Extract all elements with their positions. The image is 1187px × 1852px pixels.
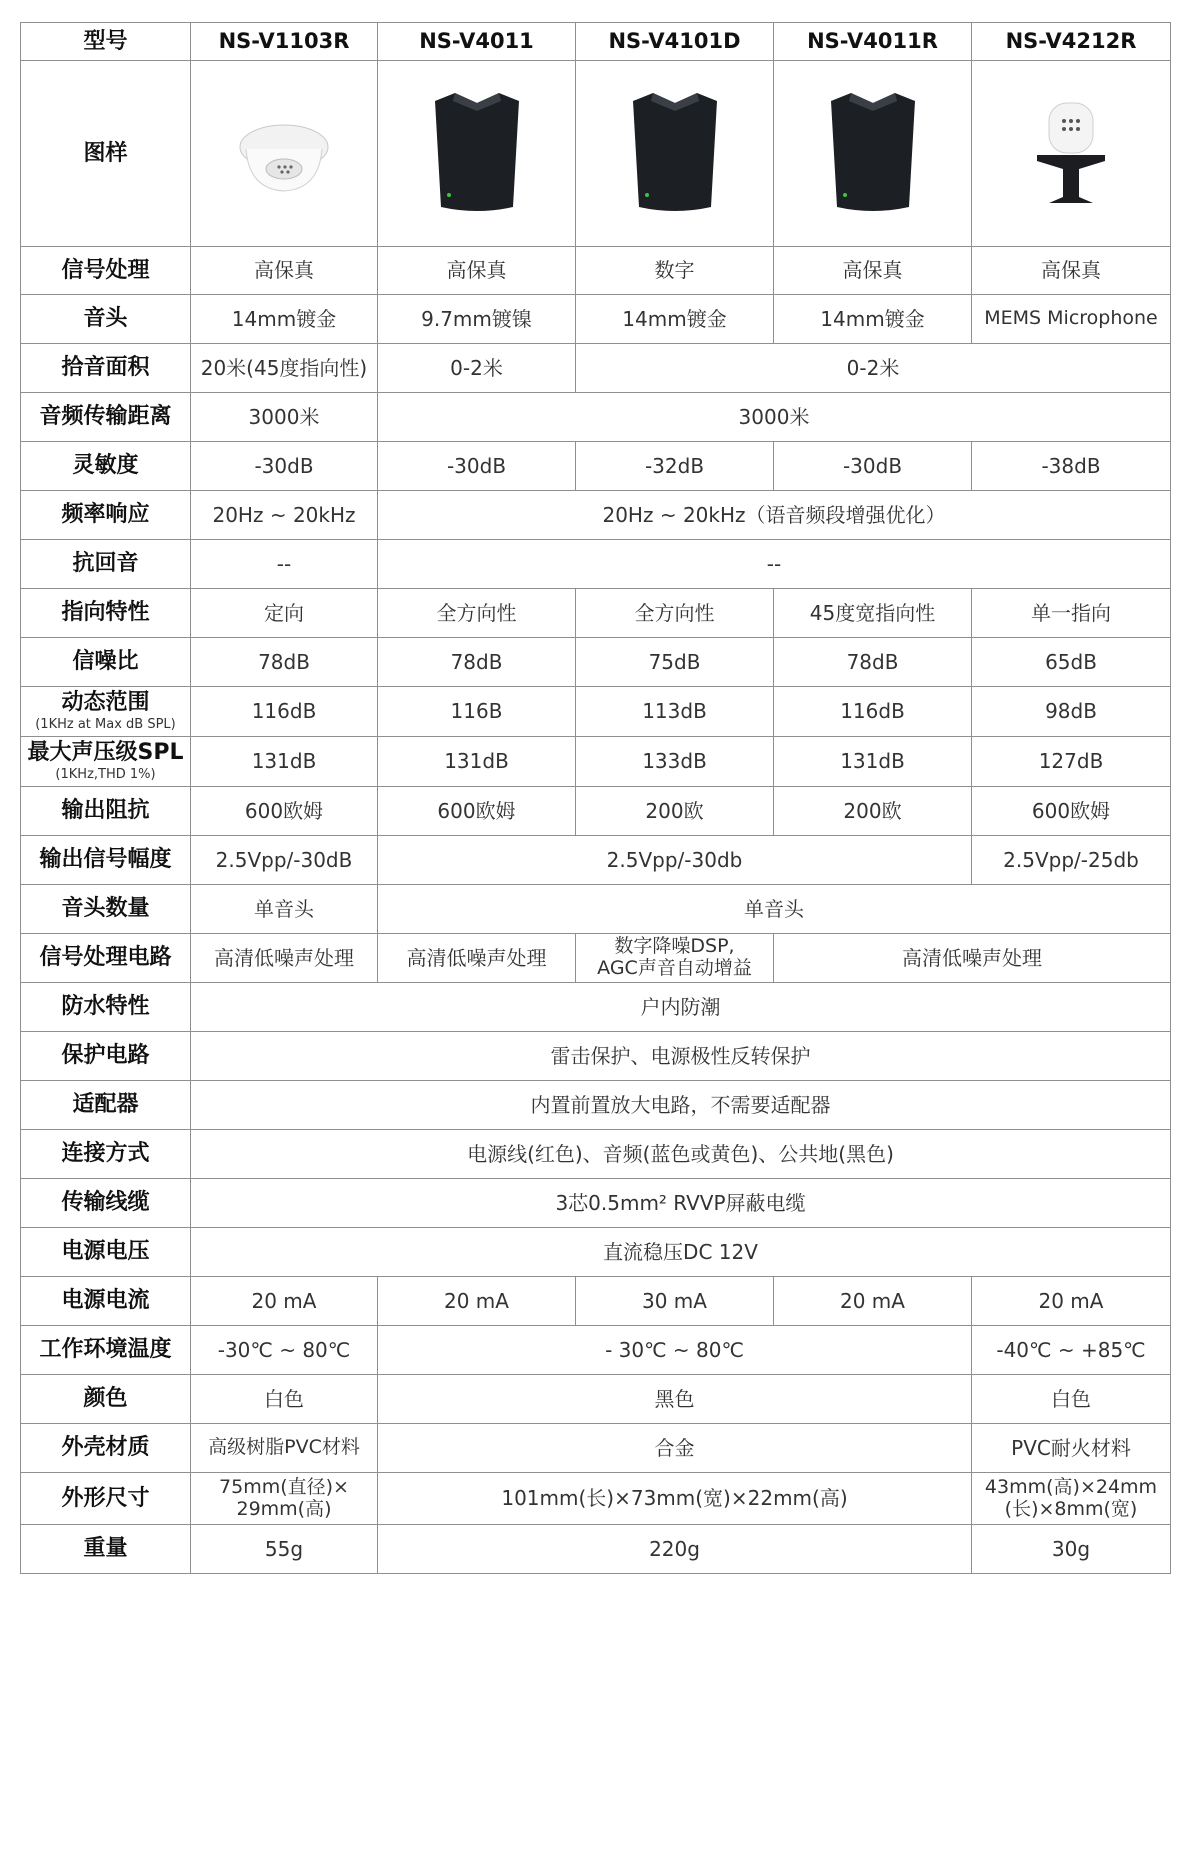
- row-label: 音头: [21, 295, 191, 344]
- spec-value: 20Hz ~ 20kHz（语音频段增强优化）: [378, 491, 1171, 540]
- spec-value: 75dB: [576, 638, 774, 687]
- spec-row: [21, 1473, 1171, 1525]
- spec-value: 3000米: [378, 393, 1171, 442]
- spec-value: --: [191, 540, 378, 589]
- row-label: 信号处理电路: [21, 934, 191, 983]
- spec-value: 高保真: [972, 247, 1171, 295]
- spec-value: 定向: [191, 589, 378, 638]
- spec-row: [21, 1525, 1171, 1574]
- image-row: [21, 61, 1171, 247]
- row-label: 抗回音: [21, 540, 191, 589]
- spec-value: 2.5Vpp/-30dB: [191, 836, 378, 885]
- spec-row: [21, 638, 1171, 687]
- spec-value: [972, 1473, 1171, 1525]
- spec-value: 3芯0.5mm² RVVP屏蔽电缆: [191, 1179, 1171, 1228]
- spec-value: 65dB: [972, 638, 1171, 687]
- spec-row: [21, 737, 1171, 787]
- spec-value: 78dB: [774, 638, 972, 687]
- spec-row: [21, 1424, 1171, 1473]
- spec-value: 133dB: [576, 737, 774, 787]
- spec-row: [21, 885, 1171, 934]
- row-label: [21, 737, 191, 787]
- spec-value: 116dB: [774, 687, 972, 737]
- spec-value: 全方向性: [378, 589, 576, 638]
- spec-value: 78dB: [191, 638, 378, 687]
- spec-value: 高保真: [378, 247, 576, 295]
- spec-value: 0-2米: [576, 344, 1171, 393]
- row-label: 指向特性: [21, 589, 191, 638]
- spec-value-line: 43mm(高)×24mm: [984, 1475, 1158, 1498]
- row-label: 防水特性: [21, 983, 191, 1032]
- spec-value: 14mm镀金: [576, 295, 774, 344]
- spec-value-line: 29mm(高): [236, 1497, 332, 1520]
- spec-value: 20 mA: [774, 1277, 972, 1326]
- row-label: 保护电路: [21, 1032, 191, 1081]
- spec-value: -32dB: [576, 442, 774, 491]
- spec-value: 600欧姆: [972, 787, 1171, 836]
- row-label: 频率响应: [21, 491, 191, 540]
- spec-value: 20米(45度指向性): [191, 344, 378, 393]
- row-label: 音频传输距离: [21, 393, 191, 442]
- boundary-microphone-black-icon: [427, 89, 527, 219]
- spec-value: 高保真: [774, 247, 972, 295]
- spec-value: 单音头: [378, 885, 1171, 934]
- spec-value: 14mm镀金: [191, 295, 378, 344]
- spec-value: -40℃ ~ +85℃: [972, 1326, 1171, 1375]
- row-label: 输出信号幅度: [21, 836, 191, 885]
- spec-row: [21, 934, 1171, 983]
- boundary-microphone-black-icon: [823, 89, 923, 219]
- spec-row: [21, 295, 1171, 344]
- spec-value: 内置前置放大电路，不需要适配器: [191, 1081, 1171, 1130]
- product-image-cell: [576, 61, 774, 247]
- row-label: 颜色: [21, 1375, 191, 1424]
- spec-value: -30dB: [774, 442, 972, 491]
- row-label: 图样: [21, 61, 191, 247]
- spec-value: 200欧: [576, 787, 774, 836]
- model-name: NS-V4101D: [576, 23, 774, 61]
- row-label: 音头数量: [21, 885, 191, 934]
- spec-value: 2.5Vpp/-30db: [378, 836, 972, 885]
- spec-value: 30g: [972, 1525, 1171, 1574]
- spec-value: 131dB: [191, 737, 378, 787]
- spec-value: -38dB: [972, 442, 1171, 491]
- spec-value: 白色: [191, 1375, 378, 1424]
- spec-value: 电源线(红色)、音频(蓝色或黄色)、公共地(黑色): [191, 1130, 1171, 1179]
- spec-value: 14mm镀金: [774, 295, 972, 344]
- spec-value-line: AGC声音自动增益: [597, 957, 752, 979]
- spec-table: [20, 22, 1171, 1574]
- spec-row: [21, 344, 1171, 393]
- spec-row: [21, 1081, 1171, 1130]
- row-label: 灵敏度: [21, 442, 191, 491]
- model-name: NS-V4011: [378, 23, 576, 61]
- spec-value: 20 mA: [972, 1277, 1171, 1326]
- spec-value: 全方向性: [576, 589, 774, 638]
- row-label: 连接方式: [21, 1130, 191, 1179]
- spec-row: [21, 540, 1171, 589]
- model-name: NS-V4011R: [774, 23, 972, 61]
- boundary-microphone-black-icon: [625, 89, 725, 219]
- spec-value: 9.7mm镀镍: [378, 295, 576, 344]
- row-label: 电源电压: [21, 1228, 191, 1277]
- row-label: 信噪比: [21, 638, 191, 687]
- product-image-cell: [378, 61, 576, 247]
- spec-row: [21, 589, 1171, 638]
- row-label-note: (1KHz,THD 1%): [55, 766, 156, 782]
- product-image-cell: [972, 61, 1171, 247]
- spec-row: [21, 1277, 1171, 1326]
- spec-value: 高级树脂PVC材料: [191, 1424, 378, 1473]
- row-label: 传输线缆: [21, 1179, 191, 1228]
- spec-row: [21, 983, 1171, 1032]
- spec-value: 单一指向: [972, 589, 1171, 638]
- row-label: 外形尺寸: [21, 1473, 191, 1525]
- spec-value: 高清低噪声处理: [378, 934, 576, 983]
- spec-row: [21, 1228, 1171, 1277]
- spec-row: [21, 1130, 1171, 1179]
- spec-value: [576, 934, 774, 983]
- spec-value: 131dB: [774, 737, 972, 787]
- spec-value: 20 mA: [191, 1277, 378, 1326]
- spec-value: 单音头: [191, 885, 378, 934]
- spec-value: 600欧姆: [191, 787, 378, 836]
- spec-value: 600欧姆: [378, 787, 576, 836]
- row-label: 信号处理: [21, 247, 191, 295]
- model-name: NS-V1103R: [191, 23, 378, 61]
- spec-value: 户内防潮: [191, 983, 1171, 1032]
- spec-value-line: 75mm(直径)×: [219, 1475, 349, 1498]
- spec-value-line: 数字降噪DSP,: [614, 935, 735, 958]
- spec-value: 98dB: [972, 687, 1171, 737]
- row-label: 电源电流: [21, 1277, 191, 1326]
- spec-value: 127dB: [972, 737, 1171, 787]
- spec-value: 黑色: [378, 1375, 972, 1424]
- spec-row: [21, 1375, 1171, 1424]
- ceiling-dome-microphone-icon: [229, 99, 339, 209]
- spec-row: [21, 1326, 1171, 1375]
- spec-row: [21, 393, 1171, 442]
- row-label-main: 最大声压级SPL: [27, 740, 184, 766]
- row-label: 适配器: [21, 1081, 191, 1130]
- spec-value: 116B: [378, 687, 576, 737]
- header-row: [21, 23, 1171, 61]
- spec-value: 45度宽指向性: [774, 589, 972, 638]
- mems-desk-microphone-icon: [1031, 99, 1111, 209]
- spec-value: -30dB: [191, 442, 378, 491]
- spec-row: [21, 491, 1171, 540]
- spec-value: 116dB: [191, 687, 378, 737]
- spec-value: 2.5Vpp/-25db: [972, 836, 1171, 885]
- product-image-cell: [191, 61, 378, 247]
- spec-value: 3000米: [191, 393, 378, 442]
- spec-value: 20 mA: [378, 1277, 576, 1326]
- row-label: [21, 687, 191, 737]
- spec-value: 白色: [972, 1375, 1171, 1424]
- spec-value: 20Hz ~ 20kHz: [191, 491, 378, 540]
- spec-value: 0-2米: [378, 344, 576, 393]
- spec-value: 雷击保护、电源极性反转保护: [191, 1032, 1171, 1081]
- model-name: NS-V4212R: [972, 23, 1171, 61]
- row-label-main: 动态范围: [61, 690, 150, 716]
- spec-row: [21, 1179, 1171, 1228]
- row-label: 拾音面积: [21, 344, 191, 393]
- spec-value: -30℃ ~ 80℃: [191, 1326, 378, 1375]
- row-label: 外壳材质: [21, 1424, 191, 1473]
- spec-value: -30dB: [378, 442, 576, 491]
- spec-row: [21, 442, 1171, 491]
- spec-value: PVC耐火材料: [972, 1424, 1171, 1473]
- spec-value: 78dB: [378, 638, 576, 687]
- spec-value: 高清低噪声处理: [774, 934, 1171, 983]
- row-label-note: (1KHz at Max dB SPL): [35, 716, 176, 732]
- spec-value-line: (长)×8mm(宽): [1004, 1497, 1138, 1520]
- spec-row: [21, 1032, 1171, 1081]
- spec-value: 113dB: [576, 687, 774, 737]
- spec-value: 直流稳压DC 12V: [191, 1228, 1171, 1277]
- spec-value: 30 mA: [576, 1277, 774, 1326]
- spec-value: 高保真: [191, 247, 378, 295]
- row-label: 重量: [21, 1525, 191, 1574]
- row-label: 工作环境温度: [21, 1326, 191, 1375]
- row-label: 型号: [21, 23, 191, 61]
- spec-value: 200欧: [774, 787, 972, 836]
- spec-value: --: [378, 540, 1171, 589]
- spec-row: [21, 836, 1171, 885]
- spec-value: 高清低噪声处理: [191, 934, 378, 983]
- spec-row: [21, 687, 1171, 737]
- spec-value: [191, 1473, 378, 1525]
- spec-value: 131dB: [378, 737, 576, 787]
- spec-value: 合金: [378, 1424, 972, 1473]
- row-label: 输出阻抗: [21, 787, 191, 836]
- spec-value: - 30℃ ~ 80℃: [378, 1326, 972, 1375]
- spec-value: MEMS Microphone: [972, 295, 1171, 344]
- spec-row: [21, 787, 1171, 836]
- spec-value: 55g: [191, 1525, 378, 1574]
- spec-value: 数字: [576, 247, 774, 295]
- spec-value: 101mm(长)×73mm(宽)×22mm(高): [378, 1473, 972, 1525]
- spec-row: [21, 247, 1171, 295]
- spec-value: 220g: [378, 1525, 972, 1574]
- product-image-cell: [774, 61, 972, 247]
